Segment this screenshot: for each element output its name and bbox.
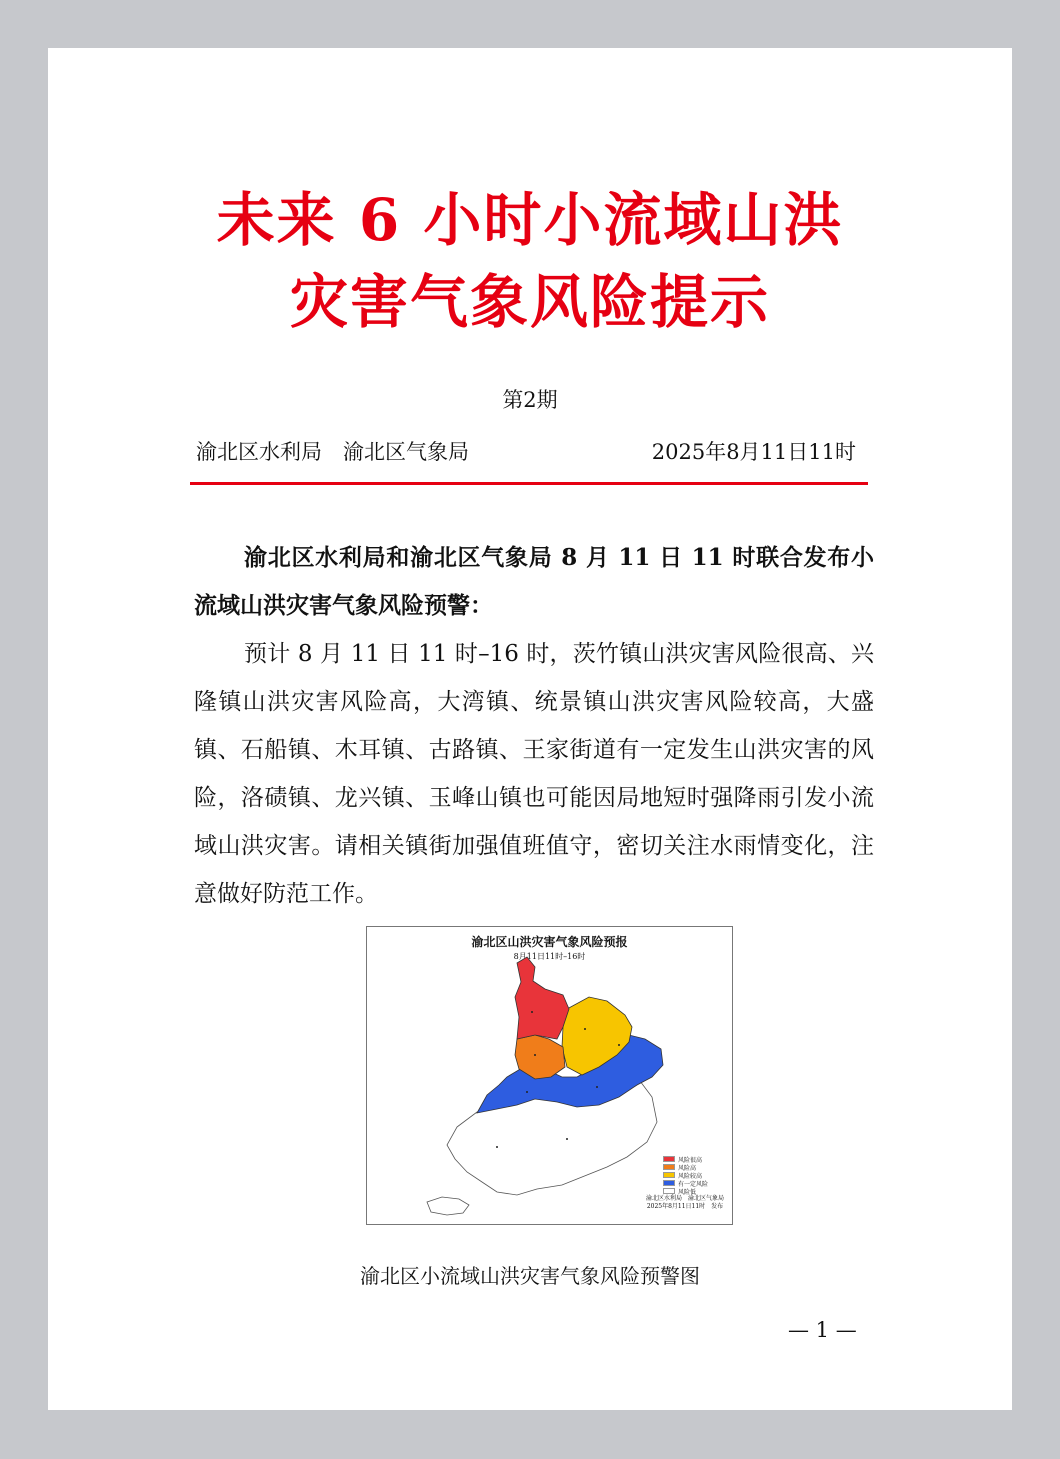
- publishers: 渝北区水利局 渝北区气象局: [196, 440, 469, 464]
- legend-swatch: [663, 1164, 675, 1170]
- legend-label: 有一定风险: [678, 1180, 709, 1188]
- legend-label: 风险低: [678, 1188, 697, 1196]
- map-issuer-line-2: 2025年8月11日11时 发布: [646, 1203, 724, 1210]
- region-very-high-risk: [515, 957, 569, 1039]
- publisher-row: [196, 436, 856, 466]
- map-issuer: [643, 1195, 727, 1211]
- legend-label: 风险高: [678, 1164, 697, 1172]
- region-island: [427, 1197, 469, 1215]
- legend-item: [663, 1187, 708, 1195]
- title-line-2: 灾害气象风险提示: [289, 268, 770, 336]
- map-subtitle: 8月11日11时–16时: [513, 952, 586, 961]
- legend-swatch: [663, 1156, 675, 1162]
- legend-label: 风险较高: [678, 1172, 703, 1180]
- header-divider: [190, 482, 868, 485]
- title-line-1: 未来 6 小时小流域山洪: [216, 186, 844, 254]
- map-caption: 渝北区小流域山洪灾害气象风险预警图: [360, 1264, 700, 1288]
- document-page: [48, 48, 1012, 1410]
- legend-swatch: [663, 1180, 675, 1186]
- page-number: — 1 —: [788, 1318, 857, 1342]
- legend-swatch: [663, 1172, 675, 1178]
- intro-paragraph: 渝北区水利局和渝北区气象局 8 月 11 日 11 时联合发布小流域山洪灾害气象风险预警：: [194, 544, 874, 619]
- publish-datetime: 2025年8月11日11时: [651, 440, 856, 464]
- legend-swatch: [663, 1188, 675, 1194]
- legend-label: 风险很高: [678, 1156, 703, 1164]
- risk-map: [366, 926, 733, 1225]
- body-paragraph: 预计 8 月 11 日 11 时–16 时，茨竹镇山洪灾害风险很高、兴隆镇山洪灾害风险高，大湾镇、统景镇山洪灾害风险较高，大盛镇、石船镇、木耳镇、古路镇、王家街道有一定发生山洪灾害的风险，洛碛镇、龙兴镇、玉峰山镇也可能因局地短时强降雨引发小流域山洪灾害。请相关镇街加强值班值守，密切关注水雨情变化，注意做好防范工作。: [194, 641, 874, 907]
- map-legend: [663, 1155, 708, 1195]
- issue-number: 第2期: [502, 388, 558, 412]
- map-issuer-line-1: 渝北区水利局 渝北区气象局: [645, 1195, 724, 1202]
- map-title: 渝北区山洪灾害气象风险预报: [471, 935, 628, 949]
